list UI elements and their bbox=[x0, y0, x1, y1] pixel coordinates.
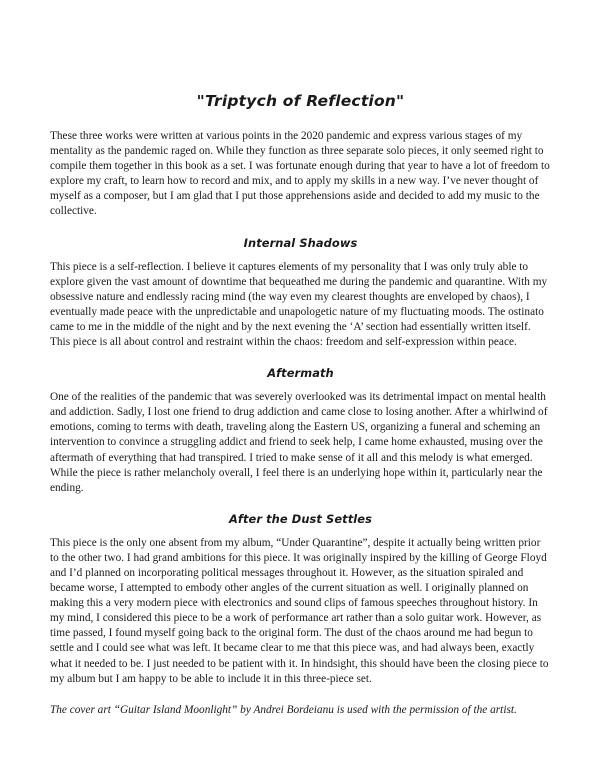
cover-art-credit: The cover art “Guitar Island Moonlight” by Andrei Bordeianu is used with the permission of the artist. bbox=[50, 703, 517, 716]
section-body-internal-shadows: This piece is a self-reflection. I believe it captures elements of my personality that I was only truly able to explore given the vast amount of downtime that bequeathed me during the pandemic and quarantine. With my obsessive nature and endlessly racing mind (the way even my clearest thoughts are enveloped by chaos), I eventually made peace with the unpredictable and unapologetic nature of my fluctuating moods. The ostinato came to me in the middle of the night and by the next evening the ‘A’ section had essentially written itself. This piece is all about control and restraint within the chaos: freedom and self-expression within peace. bbox=[50, 260, 548, 349]
section-body-aftermath: One of the realities of the pandemic that was severely overlooked was its detrimental impact on mental health and addiction. Sadly, I lost one friend to drug addiction and came close to losing another. After a whirlwind of emotions, coming to terms with death, traveling along the Eastern US, organizing a funeral and scheming an intervention to convince a struggling addict and friend to seek help, I came home exhausted, musing over the aftermath of everything that had transpired. I tried to make sense of it all and this melody is what emerged. While the piece is rather melancholy overall, I feel there is an underlying hope within it, particularly near the ending. bbox=[50, 391, 548, 494]
intro-paragraph: These three works were written at various points in the 2020 pandemic and express various stages of my mentality as the pandemic raged on. While they function as three separate solo pieces, it only seemed right to compile them together in this book as a set. I was fortunate enough during that year to have a lot of freedom to explore my craft, to learn how to record and mix, and to apply my skills in a new way. I’ve never thought of myself as a composer, but I am glad that I put those apprehensions aside and decided to add my music to the collective. bbox=[50, 130, 550, 218]
page-title: "Triptych of Reflection" bbox=[196, 92, 405, 110]
section-heading-internal-shadows: Internal Shadows bbox=[243, 235, 358, 250]
section-heading-after-the-dust-settles: After the Dust Settles bbox=[229, 511, 372, 526]
section-heading-aftermath: Aftermath bbox=[267, 366, 334, 381]
section-body-after-the-dust-settles: This piece is the only one absent from my album, “Under Quarantine”, despite it actually being written prior to the other two. I had grand ambitions for this piece. It was originally inspired by the killing of George Floyd and I’d planned on incorporating political messages throughout it. However, as the situation spiraled and became worse, I attempted to embody other angles of the current situation as well. I originally planned on making this a very modern piece with electronics and sound clips of famous speeches throughout history. In my mind, I considered this piece to be a work of performance art rather than a solo guitar work. However, as time passed, I found myself going back to the original form. The dust of the chaos around me had begun to settle and I could see what was left. It became clear to me that this piece was, and had always been, exactly what it needed to be. I just needed to be patient with it. In hindsight, this should have been the closing piece to my album but I am happy to be able to include it in this three-piece set. bbox=[50, 536, 549, 685]
